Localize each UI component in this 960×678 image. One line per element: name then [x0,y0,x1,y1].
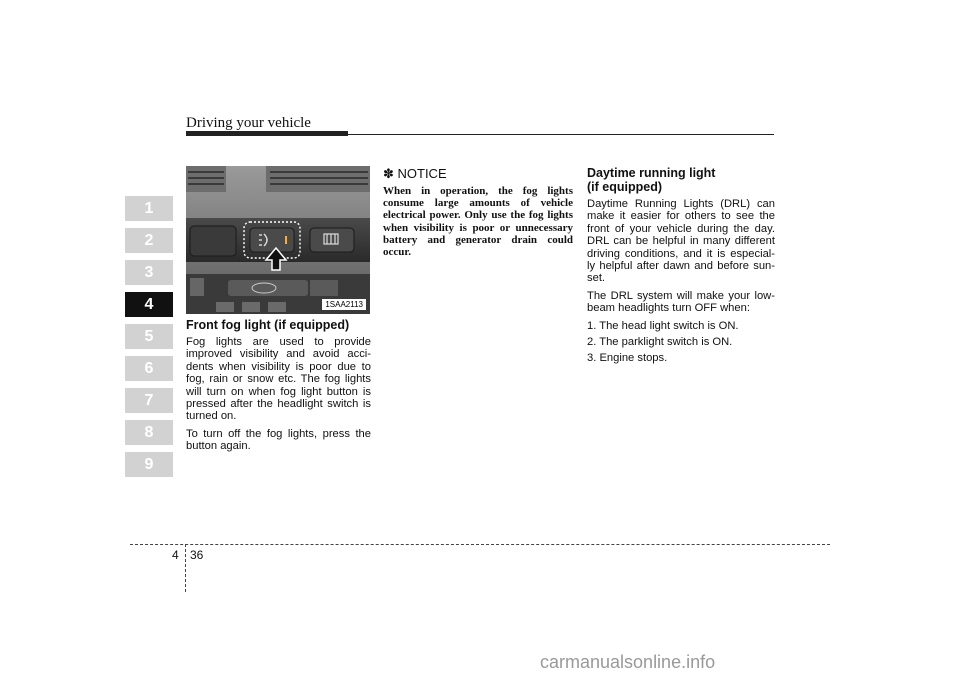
drl-paragraph-2: The DRL system will make your low- beam headlights turn OFF when: [587,289,775,315]
drl-list-item: 3. Engine stops. [587,352,668,365]
footer-vertical-rule [185,544,186,592]
photo-code: 1SAA2113 [322,299,366,310]
drl-section [587,166,775,369]
header-rule [186,134,774,135]
page-chapter-number: 4 [172,548,179,562]
drl-heading-line1: Daytime running light [587,166,716,180]
chapter-tabs [125,196,173,484]
drl-paragraph-1: Daytime Running Lights (DRL) can make it easier for others to see the front of your vehicle during the day. DRL can be helpful in many different driving conditions, and it is especial- ly helpful after dawn and before sun- set. [587,198,775,285]
page-number: 36 [190,548,204,562]
chapter-tab-2[interactable]: 2 [125,228,173,253]
fog-light-switch-photo [186,166,370,314]
drl-list-item: 1. The head light switch is ON. [587,319,739,332]
chapter-tab-3[interactable]: 3 [125,260,173,285]
fog-light-section [186,318,371,458]
drl-list-item: 2. The parklight switch is ON. [587,336,733,349]
chapter-tab-8[interactable]: 8 [125,420,173,445]
dashboard-illustration [186,166,370,314]
chapter-tab-4[interactable]: 4 [125,292,173,317]
chapter-tab-7[interactable]: 7 [125,388,173,413]
drl-heading-line2: (if equipped) [587,180,662,194]
chapter-tab-6[interactable]: 6 [125,356,173,381]
footer-rule [130,544,830,545]
chapter-tab-5[interactable]: 5 [125,324,173,349]
fog-light-paragraph-2: To turn off the fog lights, press the button again. [186,427,371,453]
chapter-tab-1[interactable]: 1 [125,196,173,221]
fog-light-heading: Front fog light (if equipped) [186,318,350,332]
watermark: carmanualsonline.info [540,652,716,672]
chapter-tab-9[interactable]: 9 [125,452,173,477]
notice-heading: ✽ NOTICE [383,166,447,181]
fog-light-paragraph-1: Fog lights are used to provide improved visibility and avoid acci- dents when visibility is poor due to fog, rain or snow etc. The fog lights will turn on when fog light button is pressed after the headlight switch is turned on. [186,336,371,423]
notice-body: When in operation, the fog lights consume large amounts of vehicle electrical power. Only use the fog lights when visibility is poor or unnecessary battery and generator drain could occur. [383,185,573,259]
page-header-title: Driving your vehicle [186,115,311,131]
notice-section [383,166,573,258]
